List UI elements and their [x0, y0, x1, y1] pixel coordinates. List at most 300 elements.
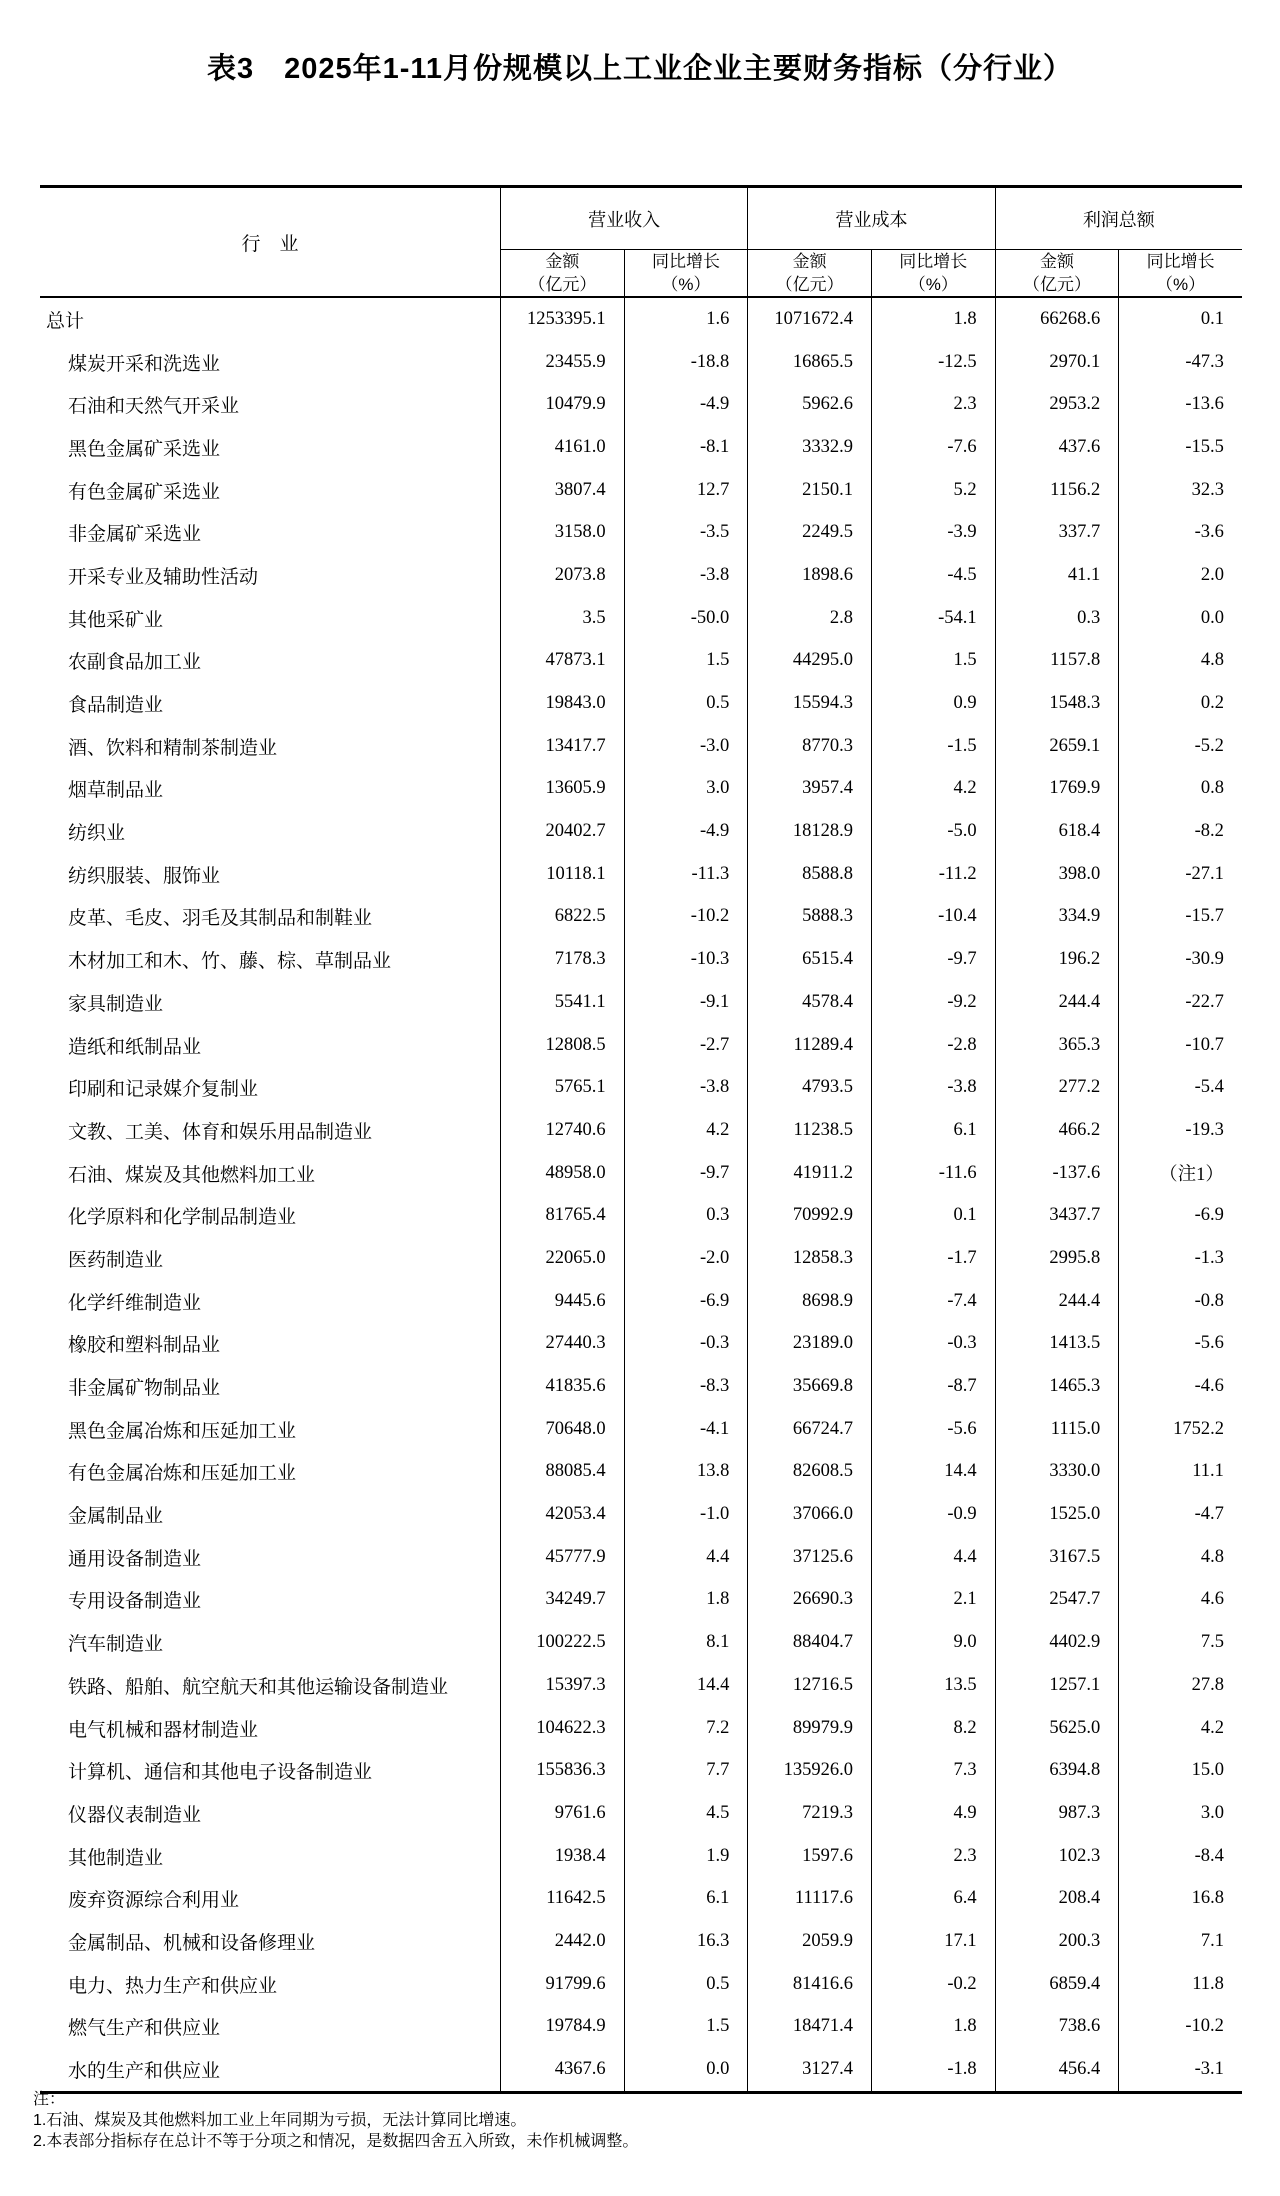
table-row [40, 383, 1242, 426]
value-cell: -8.1 [624, 426, 748, 469]
value-cell: 1157.8 [995, 640, 1119, 683]
value-cell: -2.0 [624, 1237, 748, 1280]
value-cell: 7.3 [871, 1749, 995, 1792]
value-cell: 12740.6 [500, 1109, 624, 1152]
value-cell: 20402.7 [500, 810, 624, 853]
table-row [40, 725, 1242, 768]
metric-headers [500, 188, 1242, 296]
value-cell: 11.8 [1118, 1963, 1242, 2006]
value-cell: 13.5 [871, 1664, 995, 1707]
value-cell: -0.3 [871, 1323, 995, 1366]
value-cell: 7.5 [1118, 1621, 1242, 1664]
value-cell: 1413.5 [995, 1323, 1119, 1366]
note-item: 1.石油、煤炭及其他燃料加工业上年同期为亏损，无法计算同比增速。 [33, 2112, 527, 2129]
industry-cell: 医药制造业 [68, 1249, 164, 1271]
table-row [40, 1707, 1242, 1750]
industry-cell: 非金属矿采选业 [68, 524, 202, 546]
value-cell: -54.1 [871, 597, 995, 640]
value-cell: 37125.6 [747, 1536, 871, 1579]
value-cell: -9.7 [871, 938, 995, 981]
value-cell: 2059.9 [747, 1920, 871, 1963]
value-cell: 2.0 [1118, 554, 1242, 597]
value-cell: 4578.4 [747, 981, 871, 1024]
value-cell: 9.0 [871, 1621, 995, 1664]
value-cell: -137.6 [995, 1152, 1119, 1195]
value-cell: 1.5 [624, 2006, 748, 2049]
table-row [40, 597, 1242, 640]
value-cell: 738.6 [995, 2006, 1119, 2049]
table-row [40, 896, 1242, 939]
value-cell: -3.6 [1118, 511, 1242, 554]
value-cell: -47.3 [1118, 341, 1242, 384]
value-cell: 15594.3 [747, 682, 871, 725]
value-cell: 66724.7 [747, 1408, 871, 1451]
value-cell: 26690.3 [747, 1579, 871, 1622]
value-cell: 91799.6 [500, 1963, 624, 2006]
industry-cell: 仪器仪表制造业 [68, 1804, 202, 1826]
industry-cell: 农副食品加工业 [68, 652, 202, 674]
value-cell: 3.0 [624, 768, 748, 811]
value-cell: 23455.9 [500, 341, 624, 384]
value-cell: -0.8 [1118, 1280, 1242, 1323]
industry-cell: 纺织服装、服饰业 [68, 865, 221, 887]
value-cell: 81416.6 [747, 1963, 871, 2006]
value-cell: 88404.7 [747, 1621, 871, 1664]
subheader-growth [624, 250, 748, 296]
value-cell: 1752.2 [1118, 1408, 1242, 1451]
table-row [40, 1792, 1242, 1835]
value-cell: 6822.5 [500, 896, 624, 939]
value-cell: 12858.3 [747, 1237, 871, 1280]
industry-cell: 废弃资源综合利用业 [68, 1890, 240, 1912]
value-cell: 3807.4 [500, 469, 624, 512]
value-cell: 1525.0 [995, 1493, 1119, 1536]
value-cell: 1.8 [871, 2006, 995, 2049]
value-cell: 35669.8 [747, 1365, 871, 1408]
value-cell: 1.5 [871, 640, 995, 683]
industry-cell: 文教、工美、体育和娱乐用品制造业 [68, 1121, 373, 1143]
value-cell: -0.2 [871, 1963, 995, 2006]
value-cell: 1115.0 [995, 1408, 1119, 1451]
value-cell: 2.1 [871, 1579, 995, 1622]
industry-cell: 木材加工和木、竹、藤、棕、草制品业 [68, 951, 392, 973]
value-cell: 1548.3 [995, 682, 1119, 725]
value-cell: 3332.9 [747, 426, 871, 469]
table-row [40, 640, 1242, 683]
industry-cell: 煤炭开采和洗选业 [68, 353, 221, 375]
value-cell: -10.4 [871, 896, 995, 939]
value-cell: -1.5 [871, 725, 995, 768]
value-cell: 32.3 [1118, 469, 1242, 512]
value-cell: 13417.7 [500, 725, 624, 768]
value-cell: 4.8 [1118, 1536, 1242, 1579]
value-cell: 42053.4 [500, 1493, 624, 1536]
industry-cell: 专用设备制造业 [68, 1591, 202, 1613]
value-cell: 0.0 [624, 2048, 748, 2091]
value-cell: -3.9 [871, 511, 995, 554]
value-cell: 7.7 [624, 1749, 748, 1792]
table-row [40, 1877, 1242, 1920]
value-cell: 398.0 [995, 853, 1119, 896]
value-cell: 0.5 [624, 682, 748, 725]
industry-cell: 燃气生产和供应业 [68, 2018, 221, 2040]
table-row [40, 1109, 1242, 1152]
value-cell: 456.4 [995, 2048, 1119, 2091]
value-cell: 0.2 [1118, 682, 1242, 725]
value-cell: -10.2 [1118, 2006, 1242, 2049]
value-cell: 8.1 [624, 1621, 748, 1664]
value-cell: 12.7 [624, 469, 748, 512]
industry-cell: 橡胶和塑料制品业 [68, 1335, 221, 1357]
value-cell: 1257.1 [995, 1664, 1119, 1707]
value-cell: 437.6 [995, 426, 1119, 469]
value-cell: -9.2 [871, 981, 995, 1024]
value-cell: 66268.6 [995, 298, 1119, 341]
table-row [40, 1493, 1242, 1536]
value-cell: 70992.9 [747, 1194, 871, 1237]
subheader-line: （亿元） [775, 275, 844, 294]
value-cell: 1.6 [624, 298, 748, 341]
value-cell: 135926.0 [747, 1749, 871, 1792]
value-cell: 6859.4 [995, 1963, 1119, 2006]
table-row [40, 1024, 1242, 1067]
value-cell: 1898.6 [747, 554, 871, 597]
value-cell: 7219.3 [747, 1792, 871, 1835]
value-cell: 16.3 [624, 1920, 748, 1963]
value-cell: 618.4 [995, 810, 1119, 853]
value-cell: 100222.5 [500, 1621, 624, 1664]
value-cell: 5625.0 [995, 1707, 1119, 1750]
value-cell: 0.0 [1118, 597, 1242, 640]
value-cell: 41.1 [995, 554, 1119, 597]
industry-cell: 其他采矿业 [68, 609, 164, 631]
value-cell: 15.0 [1118, 1749, 1242, 1792]
value-cell: 18128.9 [747, 810, 871, 853]
value-cell: 1938.4 [500, 1835, 624, 1878]
value-cell: 10479.9 [500, 383, 624, 426]
table-row [40, 810, 1242, 853]
value-cell: 196.2 [995, 938, 1119, 981]
value-cell: 2150.1 [747, 469, 871, 512]
value-cell: 5962.6 [747, 383, 871, 426]
value-cell: 0.9 [871, 682, 995, 725]
value-cell: 1597.6 [747, 1835, 871, 1878]
industry-cell: 印刷和记录媒介复制业 [68, 1079, 259, 1101]
value-cell: 200.3 [995, 1920, 1119, 1963]
value-cell: -8.7 [871, 1365, 995, 1408]
value-cell: 44295.0 [747, 640, 871, 683]
value-cell: （注1） [1118, 1152, 1242, 1195]
value-cell: 17.1 [871, 1920, 995, 1963]
value-cell: 1.8 [871, 298, 995, 341]
value-cell: 70648.0 [500, 1408, 624, 1451]
table-row [40, 298, 1242, 341]
value-cell: 337.7 [995, 511, 1119, 554]
industry-cell: 金属制品业 [68, 1506, 164, 1528]
value-cell: 4.6 [1118, 1579, 1242, 1622]
table-row [40, 1365, 1242, 1408]
value-cell: -11.6 [871, 1152, 995, 1195]
value-cell: -4.7 [1118, 1493, 1242, 1536]
value-cell: 987.3 [995, 1792, 1119, 1835]
value-cell: 2073.8 [500, 554, 624, 597]
table-row [40, 1536, 1242, 1579]
value-cell: 1071672.4 [747, 298, 871, 341]
value-cell: 3330.0 [995, 1451, 1119, 1494]
value-cell: 4.4 [871, 1536, 995, 1579]
value-cell: 48958.0 [500, 1152, 624, 1195]
industry-cell: 有色金属矿采选业 [68, 481, 221, 503]
value-cell: 6515.4 [747, 938, 871, 981]
subheader-line: 金额 [1039, 252, 1074, 271]
value-cell: -12.5 [871, 341, 995, 384]
industry-cell: 化学纤维制造业 [68, 1292, 202, 1314]
value-cell: 27.8 [1118, 1664, 1242, 1707]
subheader-growth [1118, 250, 1242, 296]
value-cell: 334.9 [995, 896, 1119, 939]
industry-cell: 铁路、船舶、航空航天和其他运输设备制造业 [68, 1676, 449, 1698]
notes [33, 2089, 638, 2152]
value-cell: 102.3 [995, 1835, 1119, 1878]
value-cell: 2.3 [871, 383, 995, 426]
table-body [40, 298, 1242, 2091]
note-label: 注： [33, 2091, 66, 2108]
value-cell: -18.8 [624, 341, 748, 384]
industry-cell: 皮革、毛皮、羽毛及其制品和制鞋业 [68, 908, 373, 930]
value-cell: -4.6 [1118, 1365, 1242, 1408]
industry-cell: 化学原料和化学制品制造业 [68, 1207, 297, 1229]
value-cell: 8770.3 [747, 725, 871, 768]
value-cell: -2.7 [624, 1024, 748, 1067]
value-cell: 34249.7 [500, 1579, 624, 1622]
value-cell: 7.1 [1118, 1920, 1242, 1963]
value-cell: -10.7 [1118, 1024, 1242, 1067]
industry-cell: 食品制造业 [68, 695, 164, 717]
value-cell: 3437.7 [995, 1194, 1119, 1237]
table-row [40, 1066, 1242, 1109]
value-cell: 1465.3 [995, 1365, 1119, 1408]
table-row [40, 1579, 1242, 1622]
industry-cell: 电力、热力生产和供应业 [68, 1975, 278, 1997]
table-row [40, 682, 1242, 725]
industry-cell: 计算机、通信和其他电子设备制造业 [68, 1762, 373, 1784]
value-cell: -0.3 [624, 1323, 748, 1366]
value-cell: 5.2 [871, 469, 995, 512]
value-cell: 45777.9 [500, 1536, 624, 1579]
value-cell: 14.4 [624, 1664, 748, 1707]
value-cell: 4367.6 [500, 2048, 624, 2091]
value-cell: 244.4 [995, 1280, 1119, 1323]
value-cell: 277.2 [995, 1066, 1119, 1109]
value-cell: -1.8 [871, 2048, 995, 2091]
subheader-line: （%） [661, 275, 711, 294]
value-cell: 2.3 [871, 1835, 995, 1878]
value-cell: -3.0 [624, 725, 748, 768]
subheader-line: （%） [1156, 275, 1206, 294]
value-cell: 1156.2 [995, 469, 1119, 512]
value-cell: 11642.5 [500, 1877, 624, 1920]
table-row [40, 469, 1242, 512]
value-cell: 3.5 [500, 597, 624, 640]
value-cell: -27.1 [1118, 853, 1242, 896]
value-cell: 3167.5 [995, 1536, 1119, 1579]
subheader-amount [500, 250, 624, 296]
table-row [40, 426, 1242, 469]
table-row [40, 853, 1242, 896]
value-cell: 4.2 [871, 768, 995, 811]
value-cell: 0.3 [995, 597, 1119, 640]
industry-cell: 石油、煤炭及其他燃料加工业 [68, 1164, 316, 1186]
value-cell: 4.4 [624, 1536, 748, 1579]
value-cell: 0.3 [624, 1194, 748, 1237]
value-cell: 12808.5 [500, 1024, 624, 1067]
industry-column-header: 行 业 [241, 233, 299, 255]
value-cell: 41911.2 [747, 1152, 871, 1195]
value-cell: 8.2 [871, 1707, 995, 1750]
value-cell: 3957.4 [747, 768, 871, 811]
value-cell: 2953.2 [995, 383, 1119, 426]
value-cell: 13605.9 [500, 768, 624, 811]
value-cell: -7.4 [871, 1280, 995, 1323]
value-cell: -10.2 [624, 896, 748, 939]
value-cell: 3.0 [1118, 1792, 1242, 1835]
group-header-cost: 营业成本 [747, 188, 994, 249]
value-cell: 5765.1 [500, 1066, 624, 1109]
value-cell: -9.1 [624, 981, 748, 1024]
value-cell: -4.5 [871, 554, 995, 597]
value-cell: 6.1 [871, 1109, 995, 1152]
value-cell: 466.2 [995, 1109, 1119, 1152]
value-cell: -6.9 [1118, 1194, 1242, 1237]
table-row [40, 981, 1242, 1024]
value-cell: 6.1 [624, 1877, 748, 1920]
subheader-line: 同比增长 [899, 252, 968, 271]
industry-cell: 总计 [46, 310, 85, 332]
value-cell: 11117.6 [747, 1877, 871, 1920]
value-cell: 3158.0 [500, 511, 624, 554]
value-cell: 5888.3 [747, 896, 871, 939]
value-cell: -30.9 [1118, 938, 1242, 981]
table-row [40, 1408, 1242, 1451]
value-cell: -0.9 [871, 1493, 995, 1536]
industry-cell: 汽车制造业 [68, 1634, 164, 1656]
industry-cell: 开采专业及辅助性活动 [68, 566, 259, 588]
value-cell: 3127.4 [747, 2048, 871, 2091]
table-row [40, 2048, 1242, 2091]
value-cell: 41835.6 [500, 1365, 624, 1408]
value-cell: 7178.3 [500, 938, 624, 981]
value-cell: -50.0 [624, 597, 748, 640]
value-cell: -5.4 [1118, 1066, 1242, 1109]
value-cell: 22065.0 [500, 1237, 624, 1280]
industry-cell: 造纸和纸制品业 [68, 1036, 202, 1058]
value-cell: -4.9 [624, 383, 748, 426]
value-cell: -22.7 [1118, 981, 1242, 1024]
value-cell: -1.0 [624, 1493, 748, 1536]
value-cell: 2249.5 [747, 511, 871, 554]
table-row [40, 1280, 1242, 1323]
value-cell: 1769.9 [995, 768, 1119, 811]
value-cell: -1.7 [871, 1237, 995, 1280]
value-cell: 365.3 [995, 1024, 1119, 1067]
value-cell: 0.1 [871, 1194, 995, 1237]
value-cell: -9.7 [624, 1152, 748, 1195]
value-cell: -3.8 [624, 1066, 748, 1109]
value-cell: 2.8 [747, 597, 871, 640]
table-row [40, 2006, 1242, 2049]
value-cell: -10.3 [624, 938, 748, 981]
value-cell: 4402.9 [995, 1621, 1119, 1664]
value-cell: 0.8 [1118, 768, 1242, 811]
value-cell: 47873.1 [500, 640, 624, 683]
value-cell: 155836.3 [500, 1749, 624, 1792]
value-cell: -1.3 [1118, 1237, 1242, 1280]
value-cell: -15.5 [1118, 426, 1242, 469]
industry-cell: 纺织业 [68, 823, 126, 845]
page-title: 表3 2025年1-11月份规模以上工业企业主要财务指标（分行业） [206, 53, 1074, 85]
sub-header-row [500, 250, 1242, 296]
value-cell: 11238.5 [747, 1109, 871, 1152]
value-cell: 12716.5 [747, 1664, 871, 1707]
value-cell: -13.6 [1118, 383, 1242, 426]
value-cell: 88085.4 [500, 1451, 624, 1494]
value-cell: 81765.4 [500, 1194, 624, 1237]
value-cell: 1253395.1 [500, 298, 624, 341]
value-cell: 1.9 [624, 1835, 748, 1878]
value-cell: 6.4 [871, 1877, 995, 1920]
value-cell: -2.8 [871, 1024, 995, 1067]
value-cell: 1.5 [624, 640, 748, 683]
table-header [40, 188, 1242, 298]
value-cell: 9761.6 [500, 1792, 624, 1835]
table-row [40, 511, 1242, 554]
value-cell: -11.2 [871, 853, 995, 896]
value-cell: 2659.1 [995, 725, 1119, 768]
value-cell: 4.5 [624, 1792, 748, 1835]
value-cell: 6394.8 [995, 1749, 1119, 1792]
industry-cell: 烟草制品业 [68, 780, 164, 802]
group-header-profit: 利润总额 [995, 188, 1242, 249]
table-row [40, 1835, 1242, 1878]
value-cell: 9445.6 [500, 1280, 624, 1323]
value-cell: 14.4 [871, 1451, 995, 1494]
value-cell: 16.8 [1118, 1877, 1242, 1920]
value-cell: 4.2 [1118, 1707, 1242, 1750]
group-header-row [500, 188, 1242, 250]
table-row [40, 554, 1242, 597]
industry-cell: 电气机械和器材制造业 [68, 1719, 259, 1741]
value-cell: 1.8 [624, 1579, 748, 1622]
value-cell: 11289.4 [747, 1024, 871, 1067]
note-item: 2.本表部分指标存在总计不等于分项之和情况，是数据四舍五入所致，未作机械调整。 [33, 2133, 639, 2150]
value-cell: -8.2 [1118, 810, 1242, 853]
table-row [40, 1152, 1242, 1195]
table-row [40, 938, 1242, 981]
value-cell: 8698.9 [747, 1280, 871, 1323]
value-cell: -5.2 [1118, 725, 1242, 768]
industry-cell: 其他制造业 [68, 1847, 164, 1869]
industry-cell: 非金属矿物制品业 [68, 1378, 221, 1400]
table-row [40, 1963, 1242, 2006]
subheader-line: 同比增长 [651, 252, 720, 271]
subheader-line: （亿元） [1022, 275, 1091, 294]
value-cell: -5.0 [871, 810, 995, 853]
value-cell: 23189.0 [747, 1323, 871, 1366]
subheader-line: 金额 [792, 252, 827, 271]
value-cell: 19843.0 [500, 682, 624, 725]
industry-cell: 石油和天然气开采业 [68, 396, 240, 418]
industry-cell: 酒、饮料和精制茶制造业 [68, 737, 278, 759]
